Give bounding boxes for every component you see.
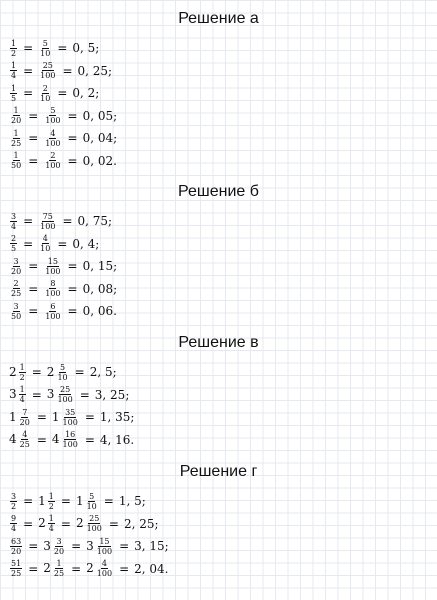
numerator: 25 (42, 61, 53, 71)
equation-line (0, 105, 437, 128)
whole-part: 1 (51, 409, 60, 424)
numerator: 2 (11, 234, 17, 244)
fraction (10, 234, 17, 253)
denominator: 20 (19, 417, 30, 427)
denominator: 10 (40, 93, 51, 103)
section-heading: Решение б (178, 183, 259, 200)
equation-line (0, 37, 437, 60)
denominator: 100 (45, 161, 61, 171)
whole-part: 4 (51, 432, 60, 447)
denominator: 25 (53, 569, 65, 579)
fraction (53, 537, 65, 556)
fraction (96, 559, 113, 578)
decimal-result: 0, 05; (82, 108, 118, 123)
decimal-result: 0, 5; (72, 41, 100, 56)
numerator: 1 (48, 514, 54, 524)
fraction (10, 302, 22, 321)
equals-sign: = (62, 214, 73, 229)
mixed-number (86, 559, 114, 578)
denominator: 100 (40, 71, 56, 81)
numerator: 8 (50, 279, 56, 289)
decimal-result: 2, 25; (123, 516, 159, 531)
numerator: 1 (19, 385, 25, 395)
numerator: 5 (50, 106, 56, 116)
decimal-result: 0, 02. (82, 153, 117, 168)
mixed-number (52, 430, 80, 449)
whole-part: 3 (9, 387, 17, 402)
numerator: 3 (11, 211, 17, 221)
denominator: 100 (96, 546, 113, 556)
denominator: 100 (96, 569, 113, 579)
equals-sign: = (23, 86, 34, 101)
denominator: 100 (62, 440, 78, 450)
whole-part: 3 (86, 538, 94, 553)
decimal-result: 4, 16. (99, 432, 135, 447)
whole-part: 2 (86, 561, 94, 576)
equation-list (0, 210, 437, 323)
decimal-result: 1, 35; (99, 410, 135, 425)
denominator: 2 (11, 48, 17, 58)
whole-part: 2 (9, 364, 17, 379)
decimal-result: 0, 06. (82, 304, 117, 319)
numerator: 1 (56, 559, 62, 569)
equals-sign: = (67, 281, 78, 296)
equals-sign: = (108, 516, 119, 531)
numerator: 2 (42, 83, 48, 93)
numerator: 63 (11, 536, 22, 546)
equals-sign: = (28, 281, 39, 296)
denominator: 20 (11, 266, 22, 276)
fraction (62, 430, 79, 449)
numerator: 25 (89, 514, 100, 524)
mixed-number (47, 385, 75, 404)
numerator: 3 (11, 491, 17, 501)
fraction (10, 492, 17, 511)
mixed-number (9, 408, 32, 427)
numerator: 5 (42, 38, 48, 48)
equals-sign: = (67, 259, 78, 274)
equals-sign: = (57, 41, 68, 56)
denominator: 100 (45, 289, 61, 299)
fraction (10, 559, 22, 578)
denominator: 10 (40, 244, 51, 254)
equation-line (0, 513, 437, 536)
numerator: 7 (22, 407, 28, 417)
denominator: 25 (11, 138, 22, 148)
equals-sign: = (23, 236, 34, 251)
decimal-result: 0, 04; (82, 131, 118, 146)
equals-sign: = (57, 86, 68, 101)
denominator: 10 (86, 501, 97, 511)
numerator: 3 (13, 256, 19, 266)
numerator: 4 (22, 430, 28, 440)
equals-sign: = (60, 516, 71, 531)
decimal-result: 0, 08; (82, 281, 118, 296)
decimal-result: 2, 5; (89, 365, 117, 380)
fraction (10, 39, 17, 58)
equals-sign: = (28, 539, 39, 554)
decimal-result: 0, 4; (72, 236, 100, 251)
numerator: 5 (59, 362, 66, 372)
denominator: 4 (11, 71, 17, 81)
fraction (62, 408, 79, 427)
whole-part: 1 (75, 493, 84, 508)
decimal-result: 0, 15; (82, 259, 118, 274)
numerator: 1 (13, 128, 19, 138)
fraction (44, 279, 61, 298)
equation-line (0, 60, 437, 83)
mixed-number (52, 408, 80, 427)
fraction (19, 385, 26, 404)
equals-sign: = (67, 153, 78, 168)
denominator: 2 (48, 501, 54, 511)
mixed-number (76, 514, 104, 533)
fraction (44, 129, 61, 148)
equation-line (0, 210, 437, 233)
fraction (39, 39, 51, 58)
mixed-number (9, 430, 32, 449)
fraction (10, 212, 17, 231)
whole-part: 3 (43, 538, 51, 553)
whole-part: 1 (38, 493, 46, 508)
section-g (0, 462, 437, 580)
fraction (96, 537, 113, 556)
whole-part: 4 (9, 432, 17, 447)
whole-part: 2 (43, 561, 51, 576)
equation-line (0, 406, 437, 429)
decimal-result: 1, 5; (118, 494, 146, 509)
equals-sign: = (84, 432, 95, 447)
equation-list (0, 37, 437, 172)
fraction (44, 257, 61, 276)
fraction (39, 234, 51, 253)
numerator: 75 (42, 211, 53, 221)
equals-sign: = (79, 387, 90, 402)
equation-line (0, 127, 437, 150)
equals-sign: = (23, 214, 34, 229)
denominator: 50 (11, 311, 22, 321)
fraction (39, 61, 56, 80)
mixed-number (38, 514, 56, 533)
numerator: 1 (19, 362, 25, 372)
denominator: 100 (45, 266, 61, 276)
numerator: 4 (42, 234, 48, 244)
decimal-result: 0, 2; (72, 86, 100, 101)
numerator: 1 (13, 106, 19, 116)
equation-line (0, 384, 437, 407)
equals-sign: = (103, 494, 114, 509)
equals-sign: = (67, 304, 78, 319)
equals-sign: = (31, 365, 42, 380)
equation-line (0, 255, 437, 278)
denominator: 25 (19, 440, 30, 450)
denominator: 4 (48, 524, 54, 534)
equation-list (0, 361, 437, 451)
fraction (86, 514, 103, 533)
numerator: 25 (59, 385, 71, 395)
fraction (48, 514, 55, 533)
numerator: 1 (13, 151, 19, 161)
fraction (10, 257, 22, 276)
denominator: 2 (19, 372, 25, 382)
numerator: 5 (89, 491, 95, 501)
equals-sign: = (74, 365, 85, 380)
denominator: 4 (11, 524, 17, 534)
fraction (10, 537, 22, 556)
equation-line (0, 233, 437, 256)
mixed-number (38, 492, 56, 511)
whole-part: 1 (9, 409, 17, 424)
fraction (56, 363, 68, 382)
section-heading: Решение г (179, 463, 258, 480)
equals-sign: = (28, 259, 39, 274)
numerator: 1 (48, 491, 54, 501)
equation-line (0, 300, 437, 323)
whole-part: 2 (75, 516, 84, 531)
decimal-result: 3, 15; (134, 539, 169, 554)
denominator: 25 (11, 569, 22, 579)
equals-sign: = (71, 561, 82, 576)
decimal-result: 2, 04. (134, 561, 169, 576)
whole-part: 2 (38, 516, 46, 531)
fraction (10, 129, 22, 148)
numerator: 1 (11, 83, 17, 93)
fraction (19, 408, 31, 427)
denominator: 100 (45, 138, 61, 148)
numerator: 3 (56, 536, 62, 546)
fraction (10, 514, 17, 533)
equation-line (0, 361, 437, 384)
denominator: 100 (40, 221, 56, 231)
denominator: 25 (11, 289, 22, 299)
mixed-number (43, 537, 66, 556)
fraction (44, 151, 61, 170)
numerator: 9 (11, 514, 17, 524)
denominator: 20 (11, 546, 22, 556)
equals-sign: = (23, 516, 34, 531)
numerator: 2 (50, 151, 56, 161)
whole-part: 3 (46, 387, 55, 402)
denominator: 100 (86, 524, 102, 534)
equals-sign: = (71, 539, 82, 554)
decimal-result: 3, 25; (94, 387, 130, 402)
mixed-number (76, 492, 99, 511)
mixed-number (9, 363, 27, 382)
equals-sign: = (57, 236, 68, 251)
denominator: 4 (19, 395, 25, 405)
denominator: 100 (45, 311, 61, 321)
fraction (86, 492, 98, 511)
equation-list (0, 490, 437, 580)
fraction (56, 385, 73, 404)
decimal-result: 0, 75; (77, 214, 113, 229)
numerator: 6 (50, 301, 56, 311)
fraction (10, 84, 17, 103)
numerator: 4 (101, 559, 107, 569)
equals-sign: = (36, 410, 47, 425)
numerator: 51 (11, 559, 22, 569)
equation-line (0, 490, 437, 513)
mixed-number (9, 385, 27, 404)
denominator: 4 (11, 221, 17, 231)
fraction (19, 430, 31, 449)
mixed-number (86, 537, 114, 556)
equals-sign: = (119, 539, 130, 554)
equals-sign: = (28, 304, 39, 319)
mixed-number (47, 363, 70, 382)
equation-line (0, 278, 437, 301)
denominator: 5 (11, 244, 17, 254)
equals-sign: = (28, 153, 39, 168)
fraction (10, 279, 22, 298)
equals-sign: = (23, 494, 34, 509)
equals-sign: = (119, 561, 130, 576)
denominator: 100 (45, 116, 61, 126)
equals-sign: = (28, 108, 39, 123)
equals-sign: = (84, 410, 95, 425)
fraction (10, 61, 17, 80)
decimal-result: 0, 25; (77, 63, 113, 78)
denominator: 20 (11, 116, 22, 126)
section-heading: Решение а (178, 10, 259, 27)
fraction (39, 212, 56, 231)
numerator: 16 (65, 430, 76, 440)
fraction (48, 492, 55, 511)
denominator: 10 (57, 372, 68, 382)
equals-sign: = (28, 561, 39, 576)
fraction (53, 559, 65, 578)
numerator: 4 (50, 128, 56, 138)
denominator: 20 (53, 546, 65, 556)
numerator: 1 (11, 38, 17, 48)
section-heading: Решение в (178, 334, 259, 351)
equals-sign: = (62, 63, 73, 78)
section-a (0, 9, 437, 172)
equation-line (0, 429, 437, 452)
denominator: 2 (11, 501, 17, 511)
fraction (44, 302, 61, 321)
mixed-number (43, 559, 66, 578)
denominator: 5 (11, 93, 17, 103)
equation-line (0, 535, 437, 558)
denominator: 50 (11, 161, 22, 171)
fraction (19, 363, 26, 382)
numerator: 3 (13, 301, 19, 311)
fraction (39, 84, 51, 103)
fraction (10, 106, 22, 125)
denominator: 100 (62, 417, 78, 427)
equation-line (0, 82, 437, 105)
equals-sign: = (67, 108, 78, 123)
denominator: 100 (57, 395, 73, 405)
numerator: 2 (13, 279, 19, 289)
fraction (44, 106, 61, 125)
numerator: 1 (11, 61, 17, 71)
equals-sign: = (23, 63, 34, 78)
equals-sign: = (23, 41, 34, 56)
section-v (0, 333, 437, 451)
equals-sign: = (67, 131, 78, 146)
section-b (0, 182, 437, 323)
numerator: 15 (47, 256, 58, 266)
equation-line (0, 150, 437, 173)
fraction (10, 151, 22, 170)
numerator: 35 (65, 407, 76, 417)
numerator: 15 (99, 536, 110, 546)
denominator: 10 (40, 48, 51, 58)
equals-sign: = (36, 432, 47, 447)
equation-line (0, 558, 437, 581)
equals-sign: = (31, 387, 42, 402)
equals-sign: = (28, 131, 39, 146)
whole-part: 2 (46, 364, 55, 379)
equals-sign: = (60, 494, 71, 509)
